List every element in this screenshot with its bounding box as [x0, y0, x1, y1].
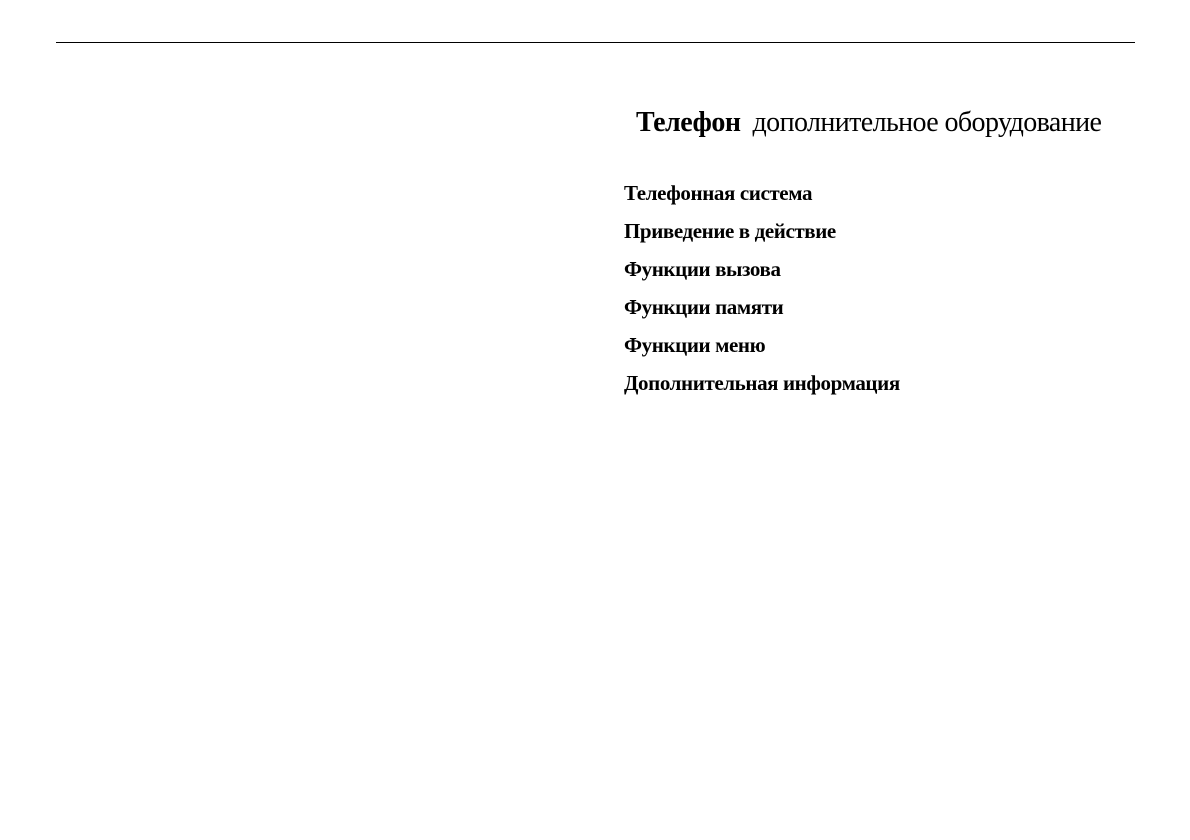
toc-item-telephone-system[interactable]: Телефонная система	[624, 181, 813, 205]
page-title-main: Телефон	[636, 107, 741, 138]
toc-item-operation[interactable]: Приведение в действие	[624, 219, 836, 243]
page-title-subtitle: дополнительное оборудование	[752, 107, 1102, 138]
toc-item-memory-functions[interactable]: Функции памяти	[624, 295, 784, 319]
toc-item-call-functions[interactable]: Функции вызова	[624, 257, 781, 281]
toc-item-menu-functions[interactable]: Функции меню	[624, 333, 766, 357]
table-of-contents	[624, 174, 900, 402]
top-divider	[56, 42, 1135, 43]
page-title	[636, 106, 1101, 144]
toc-item-additional-info[interactable]: Дополнительная информация	[624, 371, 900, 395]
